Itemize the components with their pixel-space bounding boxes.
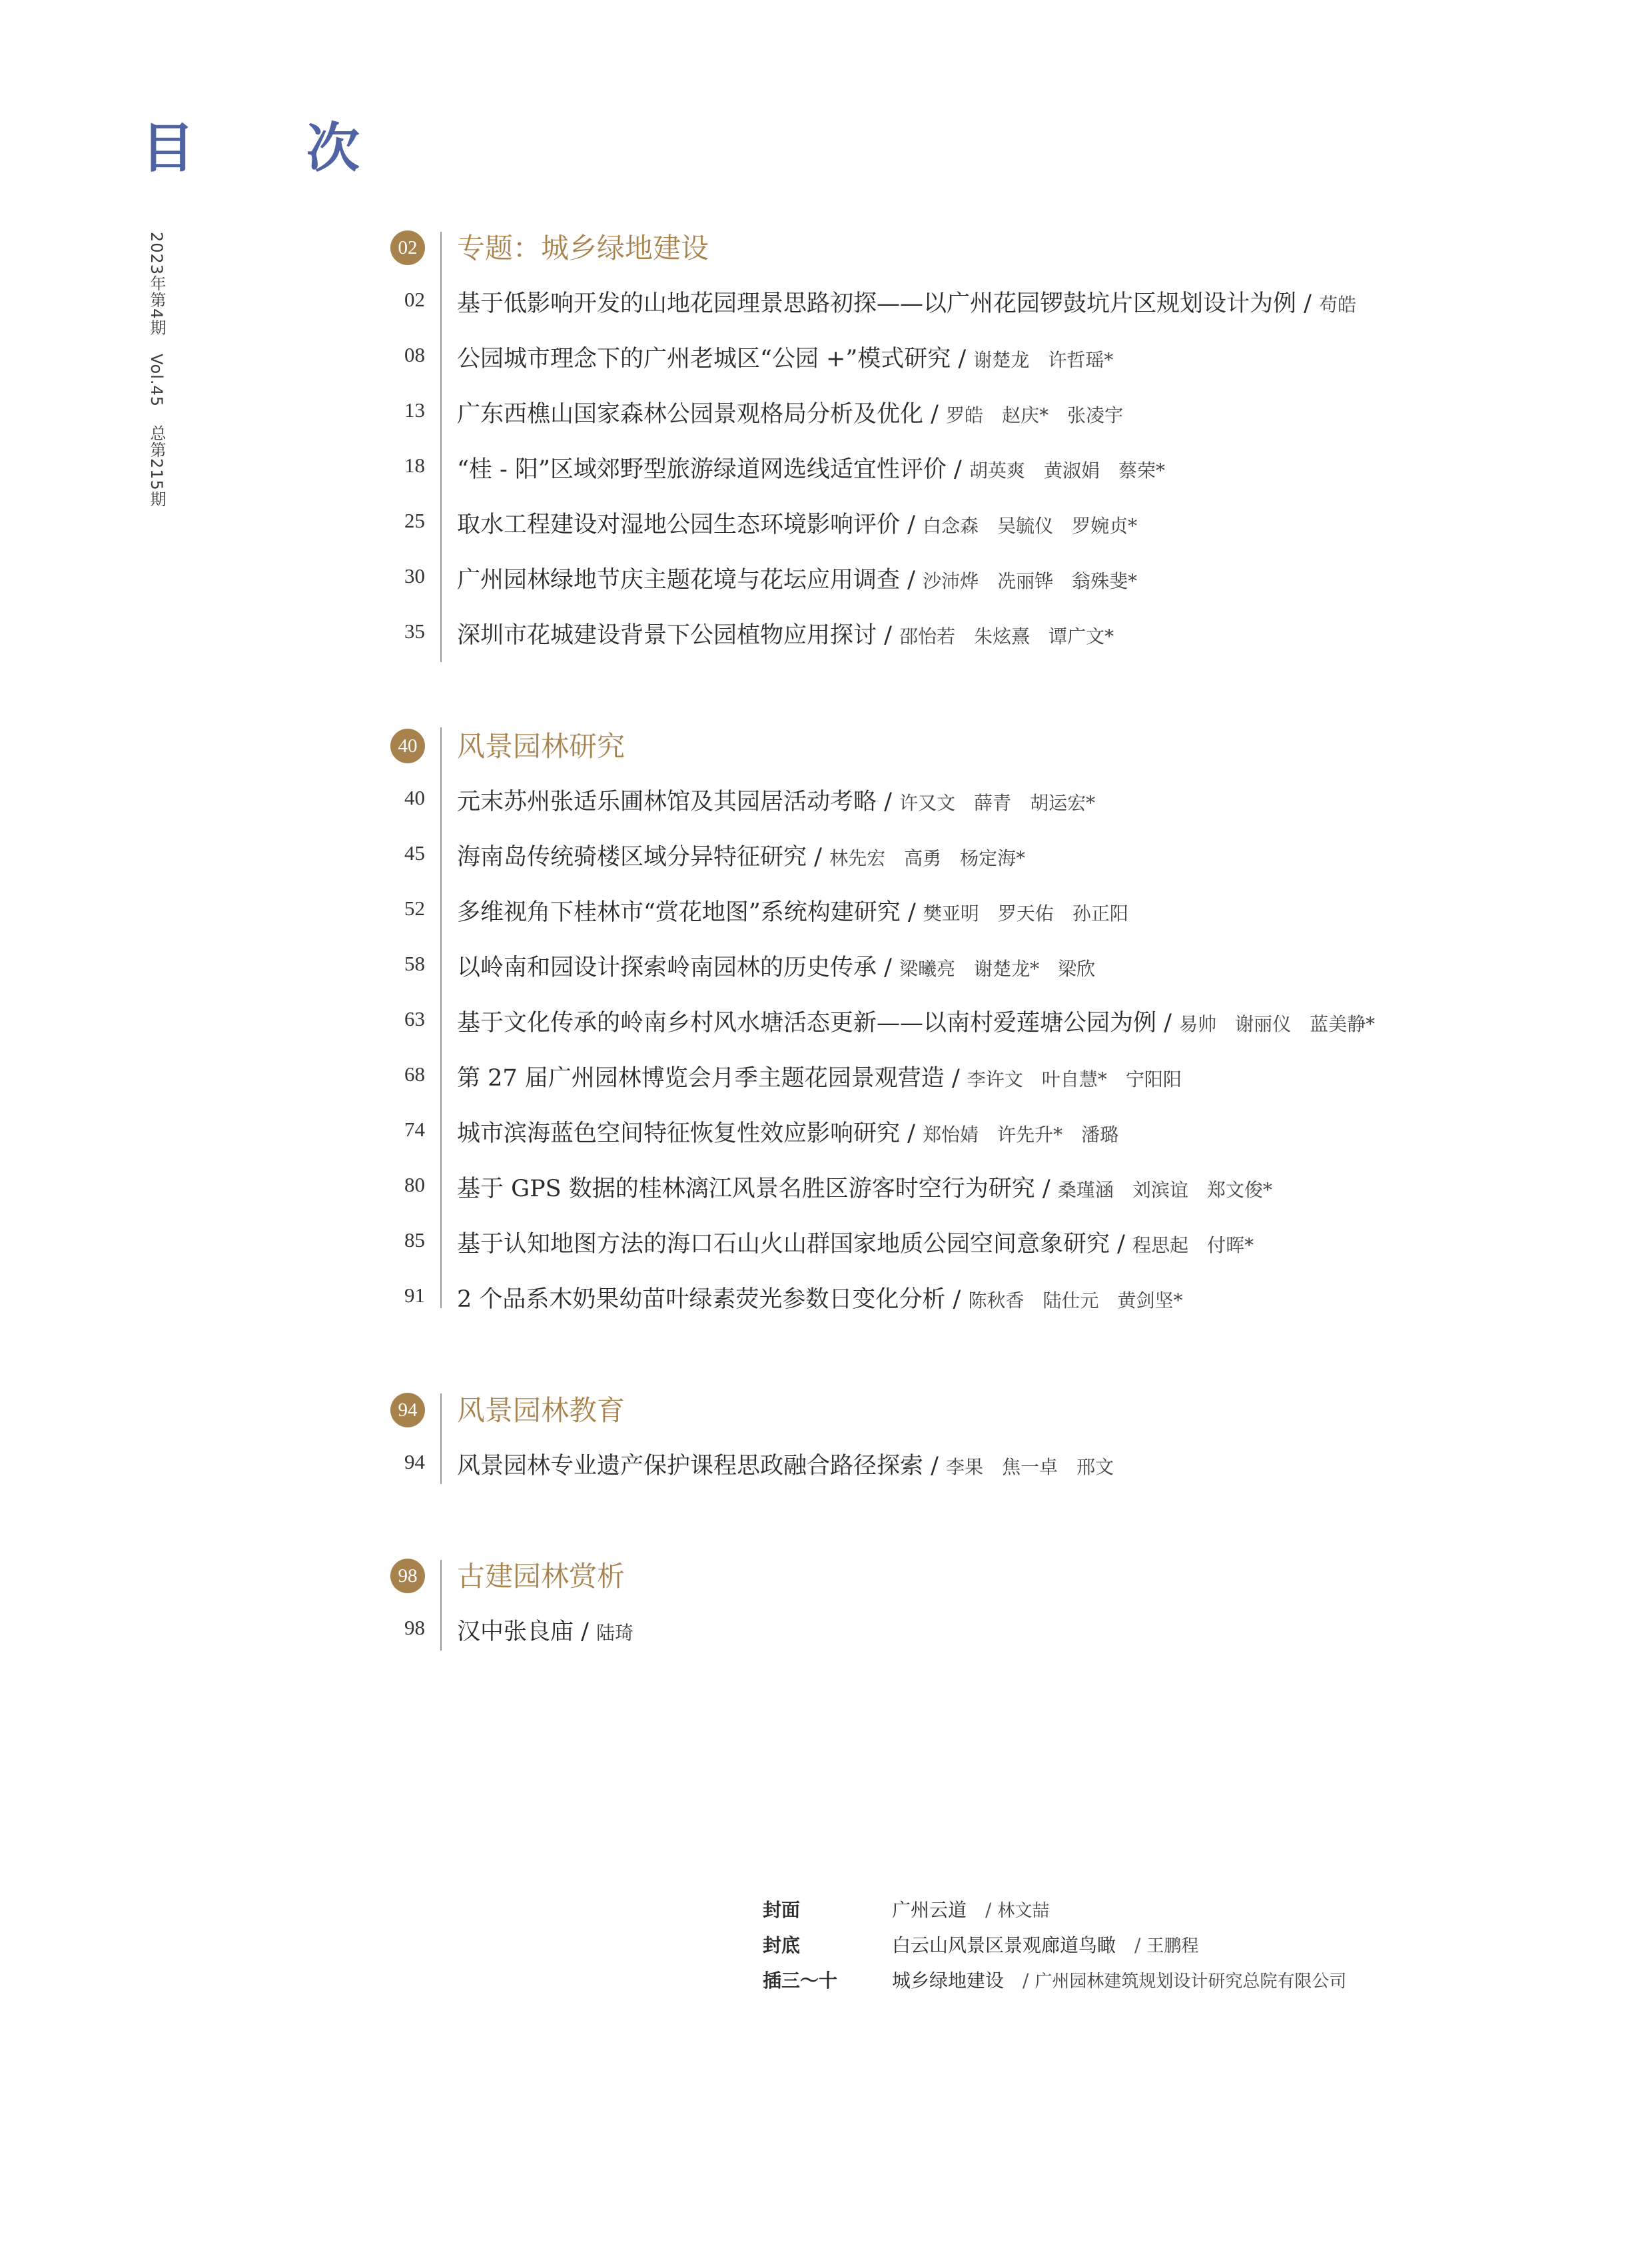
- credit-title: 城乡绿地建设: [892, 1970, 1005, 1992]
- toc-authors: 陆琦: [596, 1622, 634, 1644]
- toc-authors: 李果 焦一卓 邢文: [946, 1456, 1114, 1478]
- toc-page-number: 40: [404, 786, 425, 809]
- toc-article-title: 海南岛传统骑楼区域分异特征研究: [457, 844, 807, 871]
- toc-page-number: 85: [404, 1228, 425, 1252]
- credit-author: 王鹏程: [1146, 1936, 1199, 1956]
- toc-separator: /: [953, 1286, 961, 1313]
- toc-article-title: 多维视角下桂林市“赏花地图”系统构建研究: [457, 899, 901, 926]
- toc-page-number: 74: [404, 1118, 425, 1141]
- toc-separator: /: [1164, 1010, 1172, 1036]
- toc-page-number: 80: [404, 1173, 425, 1196]
- credit-separator: /: [1134, 1934, 1141, 1956]
- toc-authors: 樊亚明 罗天佑 孙正阳: [923, 903, 1128, 925]
- toc-authors: 陈秋香 陆仕元 黄剑坚*: [968, 1290, 1183, 1311]
- toc-separator: /: [907, 899, 916, 926]
- section-title: 风景园林教育: [457, 1394, 625, 1427]
- toc-authors: 许又文 薛青 胡运宏*: [899, 792, 1096, 814]
- toc-page-number: 35: [404, 619, 425, 643]
- toc-page-number: 68: [404, 1062, 425, 1086]
- toc-article-title: 基于低影响开发的山地花园理景思路初探——以广州花园锣鼓坑片区规划设计为例: [457, 290, 1297, 317]
- toc-article-title: 广州园林绿地节庆主题花境与花坛应用调查: [457, 567, 901, 593]
- toc-page-number: 30: [404, 564, 425, 587]
- toc-article-title: 以岭南和园设计探索岭南园林的历史传承: [457, 954, 877, 981]
- toc-authors: 郑怡婧 许先升* 潘璐: [923, 1124, 1119, 1146]
- section-divider-line: [440, 1560, 442, 1651]
- toc-article-title: 城市滨海蓝色空间特征恢复性效应影响研究: [457, 1120, 901, 1147]
- toc-separator: /: [907, 512, 915, 538]
- toc-page-number: 52: [404, 897, 425, 920]
- section-divider-line: [440, 727, 442, 1308]
- section-page-badge: 94: [390, 1393, 425, 1427]
- credit-label: 封底: [763, 1934, 801, 1956]
- toc-article-title: 基于认知地图方法的海口石山火山群国家地质公园空间意象研究: [457, 1231, 1110, 1258]
- toc-authors: 谢楚龙 许哲瑶*: [973, 349, 1114, 371]
- toc-authors: 沙沛烨 冼丽铧 翁殊斐*: [923, 570, 1138, 592]
- credit-title: 广州云道: [892, 1899, 967, 1921]
- toc-separator: /: [951, 1065, 960, 1092]
- credit-label: 插三～十: [763, 1970, 838, 1992]
- issue-year: 2023年第4期: [147, 232, 166, 336]
- section-title: 专题：城乡绿地建设: [457, 232, 709, 264]
- toc-page-number: 08: [404, 343, 425, 366]
- credit-author: 林文喆: [997, 1901, 1050, 1921]
- toc-page-number: 25: [404, 509, 425, 532]
- credit-separator: /: [985, 1899, 992, 1921]
- toc-authors: 程思起 付晖*: [1132, 1234, 1254, 1256]
- section-page-badge: 40: [390, 729, 425, 763]
- toc-separator: /: [1042, 1176, 1050, 1202]
- toc-article-title: 深圳市花城建设背景下公园植物应用探讨: [457, 622, 877, 649]
- section-divider-line: [440, 232, 442, 662]
- toc-authors: 罗皓 赵庆* 张凌宇: [946, 404, 1124, 426]
- credit-author: 广州园林建筑规划设计研究总院有限公司: [1034, 1972, 1347, 1992]
- toc-article-title: 基于文化传承的岭南乡村风水塘活态更新——以南村爱莲塘公园为例: [457, 1010, 1157, 1036]
- toc-separator: /: [884, 789, 892, 815]
- page-title: 目 次: [141, 117, 406, 179]
- toc-authors: 苟皓: [1319, 294, 1357, 316]
- toc-separator: /: [958, 346, 967, 372]
- toc-article-title: 取水工程建设对湿地公园生态环境影响评价: [457, 512, 901, 538]
- section-divider-line: [440, 1393, 442, 1484]
- section-title: 风景园林研究: [457, 730, 625, 763]
- toc-authors: 李许文 叶自慧* 宁阳阳: [967, 1068, 1182, 1090]
- toc-separator: /: [931, 1453, 939, 1479]
- toc-article-title: 公园城市理念下的广州老城区“公园 +”模式研究: [457, 346, 951, 372]
- toc-separator: /: [1304, 290, 1312, 317]
- toc-authors: 白念森 吴毓仪 罗婉贞*: [923, 515, 1138, 537]
- toc-article-title: 广东西樵山国家森林公园景观格局分析及优化: [457, 401, 924, 428]
- issue-volume: Vol.45: [147, 354, 166, 408]
- toc-authors: 梁曦亮 谢楚龙* 梁欣: [899, 958, 1096, 980]
- credit-title: 白云山风景区景观廊道鸟瞰: [892, 1934, 1116, 1956]
- toc-page-number: 18: [404, 454, 425, 477]
- toc-page-number: 63: [404, 1007, 425, 1030]
- toc-authors: 林先宏 高勇 杨定海*: [829, 847, 1026, 869]
- toc-authors: 邵怡若 朱炫熹 谭广文*: [899, 625, 1114, 647]
- toc-separator: /: [907, 1120, 915, 1147]
- toc-separator: /: [884, 954, 892, 981]
- toc-article-title: 2 个品系木奶果幼苗叶绿素荧光参数日变化分析: [457, 1286, 946, 1313]
- toc-authors: 桑瑾涵 刘滨谊 郑文俊*: [1057, 1179, 1272, 1201]
- toc-separator: /: [814, 844, 822, 871]
- toc-authors: 胡英爽 黄淑娟 蔡荣*: [969, 460, 1165, 482]
- toc-article-title: 第 27 届广州园林博览会月季主题花园景观营造: [457, 1065, 945, 1092]
- toc-article-title: “桂 - 阳”区域郊野型旅游绿道网选线适宜性评价: [457, 456, 947, 483]
- toc-page-number: 91: [404, 1284, 425, 1307]
- toc-page-number: 02: [404, 288, 425, 311]
- toc-page-number: 94: [404, 1450, 425, 1473]
- toc-separator: /: [954, 456, 962, 483]
- toc-authors: 易帅 谢丽仪 蓝美静*: [1179, 1013, 1376, 1035]
- toc-separator: /: [884, 622, 892, 649]
- section-title: 古建园林赏析: [457, 1560, 625, 1593]
- issue-total: 总第215期: [147, 424, 166, 508]
- credit-separator: /: [1023, 1970, 1029, 1992]
- toc-separator: /: [581, 1619, 589, 1645]
- toc-article-title: 汉中张良庙: [457, 1619, 574, 1645]
- credit-label: 封面: [763, 1899, 801, 1921]
- toc-page-number: 13: [404, 398, 425, 422]
- toc-page-number: 98: [404, 1616, 425, 1639]
- toc-article-title: 元末苏州张适乐圃林馆及其园居活动考略: [457, 789, 877, 815]
- section-page-badge: 02: [390, 230, 425, 265]
- toc-separator: /: [907, 567, 915, 593]
- toc-separator: /: [1117, 1231, 1125, 1258]
- toc-article-title: 风景园林专业遗产保护课程思政融合路径探索: [457, 1453, 924, 1479]
- toc-page-number: 45: [404, 841, 425, 865]
- issue-info-vertical: [145, 232, 169, 520]
- toc-page-number: 58: [404, 952, 425, 975]
- section-page-badge: 98: [390, 1559, 425, 1593]
- toc-article-title: 基于 GPS 数据的桂林漓江风景名胜区游客时空行为研究: [457, 1176, 1035, 1202]
- toc-separator: /: [931, 401, 939, 428]
